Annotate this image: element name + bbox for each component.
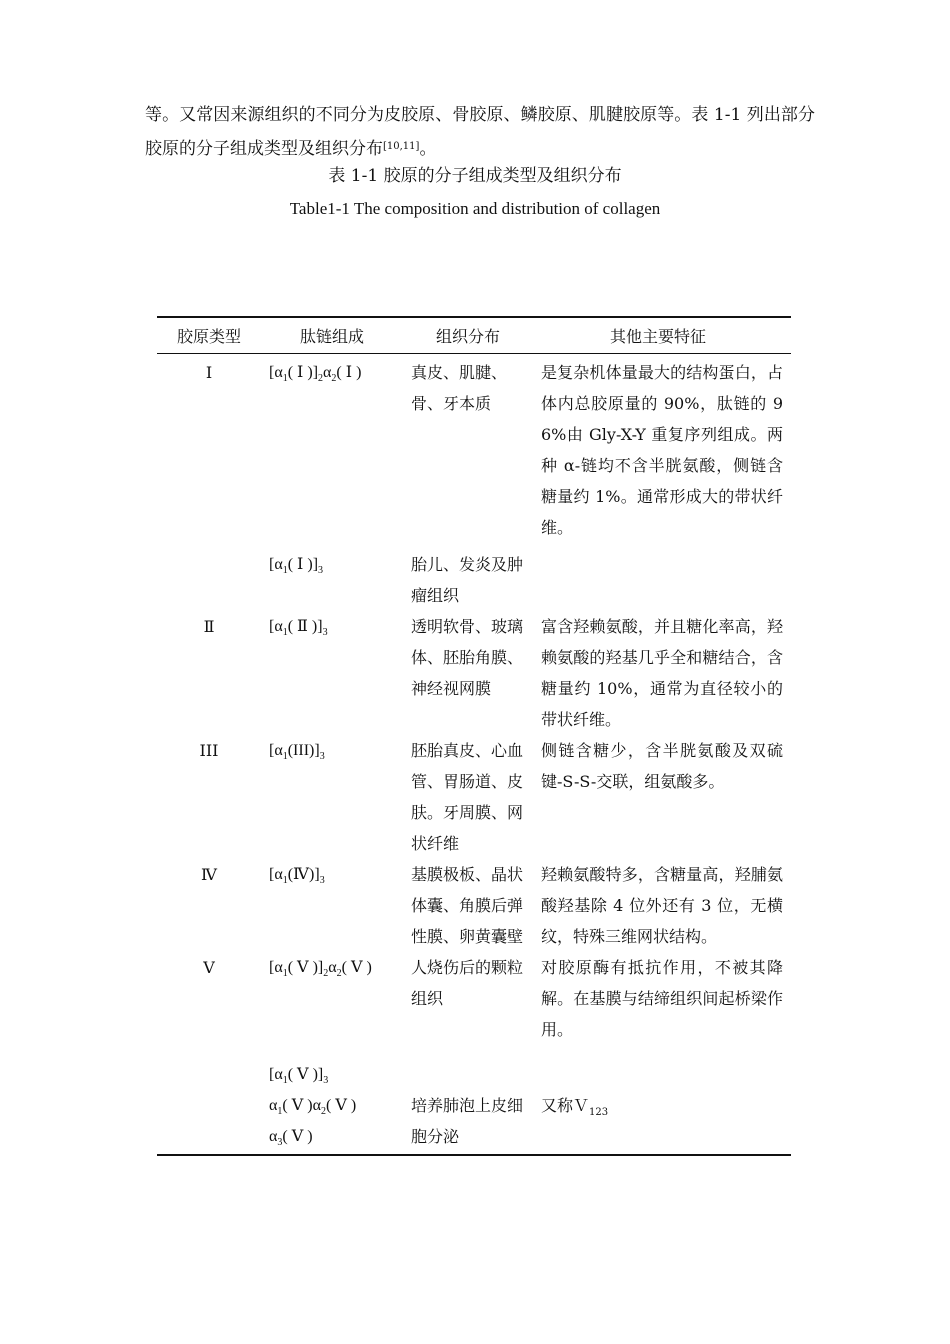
chain-subscript: 1 bbox=[282, 565, 288, 576]
cell-type bbox=[157, 549, 261, 611]
chain-text: [α bbox=[269, 1066, 283, 1083]
chain-text: ( Ⅴ ) bbox=[341, 959, 372, 976]
table-row bbox=[157, 735, 791, 859]
chain-subscript: 2 bbox=[336, 968, 342, 979]
chain-line bbox=[269, 1090, 403, 1121]
feature-sub: 123 bbox=[589, 1107, 609, 1118]
cell-tissue: 人烧伤后的颗粒组织 bbox=[411, 958, 524, 1008]
cell-chain bbox=[261, 611, 403, 735]
table-row bbox=[157, 952, 791, 1045]
cell-type: Ⅱ bbox=[203, 617, 215, 636]
table-caption-en: Table1-1 The composition and distribution of collagen bbox=[289, 199, 661, 218]
chain-text: [α bbox=[269, 364, 283, 381]
table-caption-cn: 表 1-1 胶原的分子组成类型及组织分布 bbox=[328, 166, 622, 186]
chain-text: [α bbox=[269, 556, 283, 573]
chain-subscript: 3 bbox=[322, 627, 328, 638]
chain-line bbox=[269, 1121, 403, 1152]
chain-text: ( Ⅴ )] bbox=[287, 959, 324, 976]
chain-subscript: 1 bbox=[282, 1075, 288, 1086]
chain-subscript: 3 bbox=[318, 565, 324, 576]
chain-subscript: 2 bbox=[323, 968, 329, 979]
chain-subscript: 2 bbox=[318, 373, 324, 384]
chain-text: ( Ⅰ )] bbox=[287, 364, 319, 381]
cell-tissue: 胚胎真皮、心血管、胃肠道、皮肤。牙周膜、网状纤维 bbox=[411, 741, 524, 853]
chain-subscript: 1 bbox=[277, 1106, 283, 1117]
table-row bbox=[157, 611, 791, 735]
chain-text: ( Ⅴ ) bbox=[325, 1097, 357, 1114]
chain-subscript: 2 bbox=[320, 1106, 326, 1117]
cell-type: Ⅴ bbox=[203, 958, 215, 977]
chain-text: ( Ⅰ ) bbox=[336, 364, 362, 381]
collagen-table bbox=[157, 316, 791, 1156]
cell-type: III bbox=[199, 741, 219, 760]
cell-chain bbox=[261, 1059, 403, 1152]
intro-text: 等。又常因来源组织的不同分为皮胶原、骨胶原、鳞胶原、肌腱胶原等。表 1-1 列出部分胶原的分子组成类型及组织分布 bbox=[145, 105, 815, 159]
cell-chain bbox=[261, 952, 403, 1045]
chain-line bbox=[269, 1059, 403, 1090]
chain-text: [α bbox=[269, 866, 283, 883]
cell-tissue: 透明软骨、玻璃体、胚胎角膜、神经视网膜 bbox=[411, 617, 524, 698]
citation-ref: [10,11] bbox=[383, 141, 420, 152]
cell-tissue: 胎儿、发炎及肿瘤组织 bbox=[411, 555, 524, 605]
cell-chain bbox=[261, 859, 403, 952]
chain-text: (Ⅳ)] bbox=[287, 866, 320, 883]
cell-feature: 羟赖氨酸特多，含糖量高，羟脯氨酸羟基除 4 位外还有 3 位，无横纹，特殊三维网状结构。 bbox=[541, 865, 783, 946]
cell-tissue: 培养肺泡上皮细胞分泌 bbox=[411, 1096, 524, 1146]
chain-subscript: 1 bbox=[282, 627, 288, 638]
chain-subscript: 1 bbox=[282, 751, 288, 762]
chain-text: ( Ⅱ )] bbox=[287, 618, 323, 635]
header-type: 胶原类型 bbox=[176, 327, 241, 346]
chain-text: α bbox=[269, 1128, 278, 1145]
cell-feature bbox=[533, 549, 791, 611]
cell-feature: 侧链含糖少，含半胱氨酸及双硫键-S-S-交联，组氨酸多。 bbox=[541, 741, 783, 791]
chain-text: [α bbox=[269, 742, 283, 759]
chain-subscript: 3 bbox=[277, 1137, 283, 1148]
cell-type bbox=[157, 1059, 261, 1152]
chain-text: α bbox=[328, 959, 337, 976]
chain-subscript: 1 bbox=[282, 968, 288, 979]
table-row bbox=[157, 1059, 791, 1152]
cell-tissue: 真皮、肌腱、骨、牙本质 bbox=[411, 363, 508, 413]
table-row bbox=[157, 357, 791, 543]
chain-text: ( Ⅴ )] bbox=[287, 1066, 324, 1083]
chain-text: [α bbox=[269, 618, 283, 635]
intro-end: 。 bbox=[419, 139, 437, 159]
cell-tissue: 基膜极板、晶状体囊、角膜后弹性膜、卵黄囊壁 bbox=[411, 865, 524, 946]
chain-subscript: 3 bbox=[319, 875, 325, 886]
chain-text: ( Ⅴ ) bbox=[282, 1128, 313, 1145]
cell-feature: 富含羟赖氨酸，并且糖化率高，羟赖氨酸的羟基几乎全和糖结合，含糖量约 10%，通常为直径较小的带状纤维。 bbox=[541, 617, 783, 729]
chain-text: (III)] bbox=[287, 742, 320, 759]
header-feature: 其他主要特征 bbox=[609, 327, 706, 346]
header-chain: 肽链组成 bbox=[299, 327, 364, 346]
chain-subscript: 3 bbox=[319, 751, 325, 762]
chain-subscript: 1 bbox=[282, 373, 288, 384]
feature-text: 又称Ｖ bbox=[541, 1096, 590, 1115]
chain-text: ( Ⅰ )] bbox=[287, 556, 319, 573]
chain-text: ( Ⅴ )α bbox=[282, 1097, 321, 1114]
chain-text: [α bbox=[269, 959, 283, 976]
cell-chain bbox=[261, 549, 403, 611]
intro-paragraph bbox=[145, 100, 815, 165]
cell-chain bbox=[261, 357, 403, 543]
table-row bbox=[157, 859, 791, 952]
chain-subscript: 3 bbox=[323, 1075, 329, 1086]
chain-subscript: 1 bbox=[282, 875, 288, 886]
cell-feature: 是复杂机体量最大的结构蛋白，占体内总胶原量的 90%，肽链的 96%由 Gly-X-Y 重复序列组成。两种 α-链均不含半胱氨酸，侧链含糖量约 1%。通常形成大的带状纤维。 bbox=[541, 363, 783, 537]
chain-subscript: 2 bbox=[331, 373, 337, 384]
table-row bbox=[157, 549, 791, 611]
chain-text: α bbox=[323, 364, 332, 381]
cell-feature bbox=[533, 1059, 791, 1152]
header-tissue: 组织分布 bbox=[435, 327, 500, 346]
table-header bbox=[157, 318, 791, 354]
cell-chain bbox=[261, 735, 403, 859]
chain-text: α bbox=[269, 1097, 278, 1114]
cell-type: Ⅰ bbox=[205, 363, 213, 382]
cell-type: Ⅳ bbox=[201, 865, 217, 884]
cell-feature: 对胶原酶有抵抗作用，不被其降解。在基膜与结缔组织间起桥梁作用。 bbox=[541, 958, 783, 1039]
